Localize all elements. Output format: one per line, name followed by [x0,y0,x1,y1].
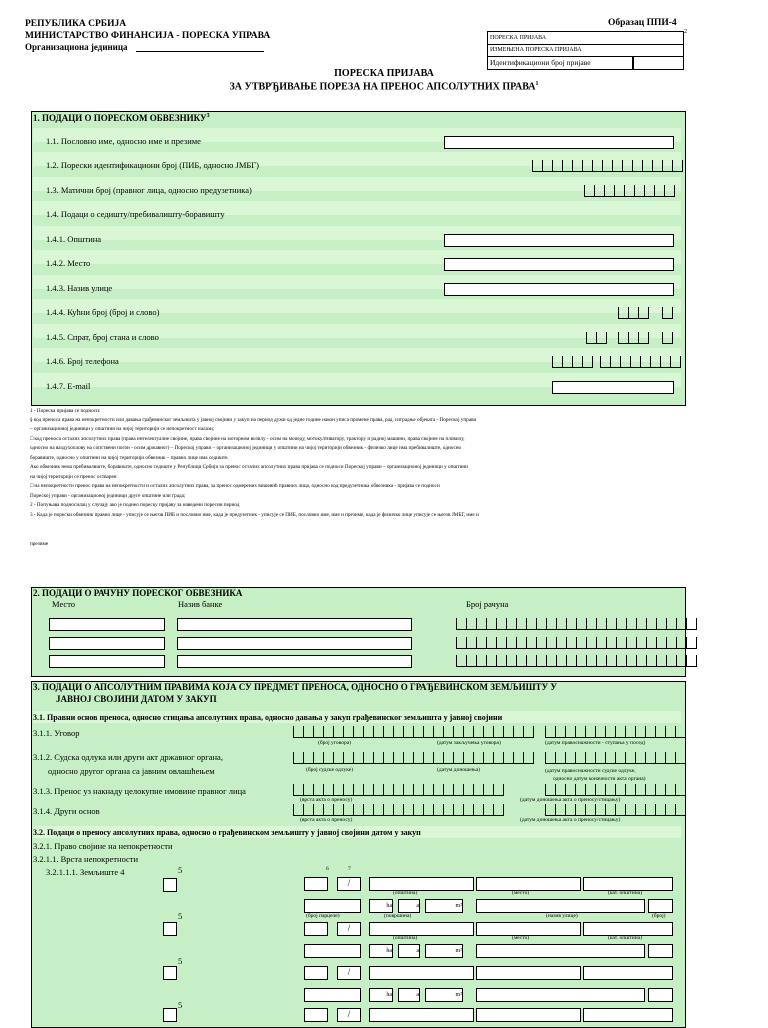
municipality-input[interactable] [369,1008,474,1022]
area-m2-input[interactable]: m² [425,899,463,913]
area-a-input[interactable]: a [398,944,420,958]
republic-label: РЕПУБЛИКА СРБИЈА [25,19,127,29]
caption-cadastral: (кат. општина) [608,890,642,896]
transfer-act-date-input[interactable] [545,784,686,796]
decision-final-caption-2: односно датум коначности акта органа) [553,776,646,782]
decision-date-input[interactable] [433,752,534,764]
transfer-act-type-caption: (врста акта о преносу) [300,797,353,803]
section2-title: 2. ПОДАЦИ О РАЧУНУ ПОРЕСКОГ ОБВЕЗНИКА [33,588,243,598]
street-number-input[interactable] [648,899,673,913]
ministry-label: МИНИСТАРСТВО ФИНАНСИЈА - ПОРЕСКА УПРАВА [25,31,271,41]
municipality-input[interactable] [369,877,474,891]
other-basis-date-caption: (датум доношења акта о преносу/стицању) [520,817,621,823]
footnote: – организационој јединици у општини на чијој територији се непокретност налази; [30,426,215,432]
form-title-1: ПОРЕСКА ПРИЈАВА [334,68,434,79]
parcel-input[interactable] [304,988,361,1002]
parcel-subnumber-input[interactable]: / [337,922,361,936]
amended-return-checkbox[interactable]: ИЗМЕЊЕНА ПОРЕСКА ПРИЈАВА [487,44,684,57]
transfer-act-date-caption: (датум доношења акта о преносу/стицању) [520,797,621,803]
street-name-input[interactable] [476,899,645,913]
cadastral-input[interactable] [583,877,673,891]
caption-municipality: (општина) [393,890,418,896]
account-number-input[interactable] [456,637,697,649]
footnote: 3 - Када је порески обвезник правно лице - уписује се његов ПИБ и пословно име, када је предузетник - уписује се ПИБ, пословно име, име и презиме, када је физичко лице уписује се његов ЈМБГ, име и [30,512,479,518]
municipality-input[interactable] [369,966,474,980]
footnote: односно на ваздухоплову на сопствени погон - осим државног) – Пореској управи – организационој јединици у општини на чијој територији обвезник - физичко лице има пребивалиште, односно [30,445,462,451]
row-court-decision-2: односно другог органа са јавним овлашћењем [48,766,215,776]
decision-number-input[interactable] [293,752,444,764]
phone-number-input[interactable] [600,356,681,368]
area-ha-input[interactable]: ha [369,944,393,958]
area-ha-input[interactable]: ha [369,988,393,1002]
row-business-name: 1.1. Пословно име, односно име и презиме [46,136,201,146]
caption-street: (назив улице) [546,913,578,919]
contract-number-input[interactable] [293,726,444,738]
subsection-3-2: 3.2. Подаци о преносу апсолутних права, односно о грађевинском земљишту у јавној својини датом у закуп [33,828,421,837]
row-reg-number: 1.3. Матични број (правног лица, односно предузетника) [46,185,252,195]
bank-name-input[interactable] [177,618,412,631]
bank-name-input[interactable] [177,655,412,668]
place-input[interactable] [476,922,581,936]
cadastral-input[interactable] [583,1008,673,1022]
house-number-input[interactable] [618,307,649,319]
caption-municipality: (општина) [393,935,418,941]
note-6: 6 [326,866,329,872]
decision-final-caption: (датум правоснажности судске одлуке, [545,768,636,774]
row-street: 1.4.3. Назив улице [46,283,113,293]
caption-cadastral: (кат. општина) [608,935,642,941]
bank-name-input[interactable] [177,637,412,650]
row-house-number: 1.4.4. Кућни број (број и слово) [46,307,160,317]
contract-number-caption: (број уговора) [318,740,351,746]
row-land: 3.2.1.1.1. Земљиште 4 [46,867,125,877]
area-m2-input[interactable]: m² [425,988,463,1002]
footnote: □ на непокретности пренос права на непокретности и осталих апсолутних права, за пренос одмерених вишевић правних лица, односно код предузетника обвезника - пријава се подноси [30,483,440,489]
org-unit-label: Организациона јединица [25,42,128,52]
form-code: Образац ППИ-4 [608,18,677,28]
transfer-act-type-input[interactable] [293,784,504,796]
row-email: 1.4.7. E-mail [46,381,91,391]
place-input[interactable] [444,258,674,271]
parcel-subnumber-input[interactable]: / [337,966,361,980]
section3-title: 3. ПОДАЦИ О АПСОЛУТНИМ ПРАВИМА КОЈА СУ ПРЕДМЕТ ПРЕНОСА, ОДНОСНО О ГРАЂЕВИНСКОМ ЗЕМЉИШТУ У [33,682,557,692]
footnote: § код преноса права на непокретности или давања грађевинског земљишта у јавној својини у закуп на период дужи од једне године након уписа промене права, рад. изградње објеката - Пореској управи [30,417,477,423]
caption-place: (место) [512,890,530,896]
caption-number: (број) [652,913,666,919]
parcel-number-input[interactable] [304,922,328,936]
municipality-input[interactable] [444,234,674,247]
submission-type-box [487,29,687,71]
footnote: Пореској управи - организационој јединици друге општине или града; [30,493,186,499]
reg-number-input[interactable] [584,185,675,197]
row-municipality: 1.4.1. Општина [46,234,102,244]
parcel-subnumber-input[interactable]: / [337,877,361,891]
note-7: 7 [348,866,351,872]
section3-title-2: ЈАВНОЈ СВОЈИНИ ДАТОМ У ЗАКУП [56,694,217,704]
col-place: Место [52,599,76,609]
land-checkbox[interactable] [163,922,177,936]
area-m2-input[interactable]: m² [425,944,463,958]
parcel-input[interactable] [304,899,361,913]
cadastral-input[interactable] [583,966,673,980]
row-phone: 1.4.6. Број телефона [46,356,119,366]
land-checkbox[interactable] [163,878,177,892]
other-basis-type-caption: (врста акта о преносу) [300,817,353,823]
possession-date-input[interactable] [545,726,686,738]
parcel-input[interactable] [304,944,361,958]
cadastral-input[interactable] [583,922,673,936]
street-input[interactable] [444,283,674,296]
form-title-2: ЗА УТВРЂИВАЊЕ ПОРЕЗА НА ПРЕНОС АПСОЛУТНИХ ПРАВА$^1$ [229,81,539,93]
account-place-input[interactable] [49,655,165,668]
return-id-label: Идентификациони број пријаве [487,56,634,70]
street-name-input[interactable] [476,988,645,1002]
account-place-input[interactable] [49,637,165,650]
apartment-input[interactable] [618,332,649,344]
footnote: боравиште, односно у општини на чијој територији обвезник – правно лице има седиште. [30,455,229,461]
caption-parcel: (број парцеле) [306,913,340,919]
street-number-input[interactable] [648,988,673,1002]
subsection-3-1: 3.1. Правни основ преноса, односно стицања апсолутних права, односно давања у закуп грађевинског земљишта у јавној својини [33,713,503,722]
row-transfer-assets: 3.1.3. Пренос уз накнаду целокупне имовине правног лица [33,786,246,796]
row-tax-id: 1.2. Порески идентификациони број (ПИБ, односно ЈМБГ) [46,160,260,170]
parcel-number-input[interactable] [304,1008,328,1022]
col-account: Број рачуна [466,599,509,609]
land-checkbox[interactable] [163,1008,177,1022]
note-5: 5 [178,956,183,966]
col-bank: Назив банке [178,599,223,609]
parcel-number-input[interactable] [304,966,328,980]
other-basis-type-input[interactable] [293,804,504,816]
land-checkbox[interactable] [163,966,177,980]
area-ha-input[interactable]: ha [369,899,393,913]
row-place: 1.4.2. Место [46,258,91,268]
apartment-letter-input[interactable] [662,332,673,344]
account-number-input[interactable] [456,655,697,667]
note-5: 5 [178,865,183,875]
possession-date-caption: (датум правоснажности - ступања у посед) [545,740,646,746]
row-other-basis: 3.1.4. Други основ [33,806,100,816]
area-a-input[interactable]: a [398,988,420,1002]
parcel-subnumber-input[interactable]: / [337,1008,361,1022]
tax-id-input[interactable] [532,160,683,172]
house-letter-input[interactable] [662,307,673,319]
footnote: Ако обвезник нема пребивалиште, боравиште, односно седиште у Републици Србији за пренос осталих апсолутних права пријава се подноси Пореској управи – организационој јединици у општини [30,464,468,470]
place-input[interactable] [476,1008,581,1022]
place-input[interactable] [476,966,581,980]
street-number-input[interactable] [648,944,673,958]
row-court-decision: 3.1.2. Судска одлука или други акт државног органа, [33,752,223,762]
row-ownership: 3.2.1. Право својине на непокретности [33,841,173,851]
caption-area: (површина) [384,913,412,919]
footnote: 1 - Пореска пријава се подноси: [30,408,101,414]
row-floor-apartment: 1.4.5. Спрат, број стана и слово [46,332,159,342]
tax-return-checkbox[interactable]: ПОРЕСКА ПРИЈАВА [487,31,684,45]
row-address-header: 1.4. Подаци о седишту/пребивалишту-боравишту [46,209,225,219]
other-basis-date-input[interactable] [545,804,686,816]
row-property-type: 3.2.1.1. Врста непокретности [33,854,139,864]
street-name-input[interactable] [476,944,645,958]
contract-date-caption: (датум закључења уговора) [437,740,501,746]
email-input[interactable] [552,381,674,394]
note-5: 5 [178,1000,183,1010]
decision-date-caption: (датум доношења) [437,767,480,773]
phone-prefix-input[interactable] [552,356,593,368]
account-number-input[interactable] [456,618,697,630]
footnote: 2 - Попуњава подносилац у случају ако је поднео пореску пријаву за наведени поресни период [30,502,240,508]
contract-date-input[interactable] [433,726,534,738]
area-a-input[interactable]: a [398,899,420,913]
box-footnote: 2 [684,29,687,35]
account-place-input[interactable] [49,618,165,631]
place-input[interactable] [476,877,581,891]
section1-title: 1. ПОДАЦИ О ПОРЕСКОМ ОБВЕЗНИКУ$^3$ [33,113,210,123]
note-5: 5 [178,911,183,921]
caption-place: (место) [512,935,530,941]
floor-input[interactable] [586,332,607,344]
decision-number-caption: (број судске одлуке) [306,767,354,773]
parcel-number-input[interactable] [304,877,328,891]
municipality-input[interactable] [369,922,474,936]
row-contract: 3.1.1. Уговор [33,728,80,738]
decision-final-date-input[interactable] [545,752,686,764]
footnote: на чијој територији се пренос остварен [30,474,117,480]
org-unit-input[interactable] [136,51,264,52]
business-name-input[interactable] [444,136,674,149]
footnote: □ код преноса осталих апсолутних права (права интелектуалне својине, права својине на моторном возилу - осим на мопеду, мотокултиватору, трактору и радној машини, права својине на пловилу, [30,436,465,442]
footnote: презиме [30,541,49,547]
